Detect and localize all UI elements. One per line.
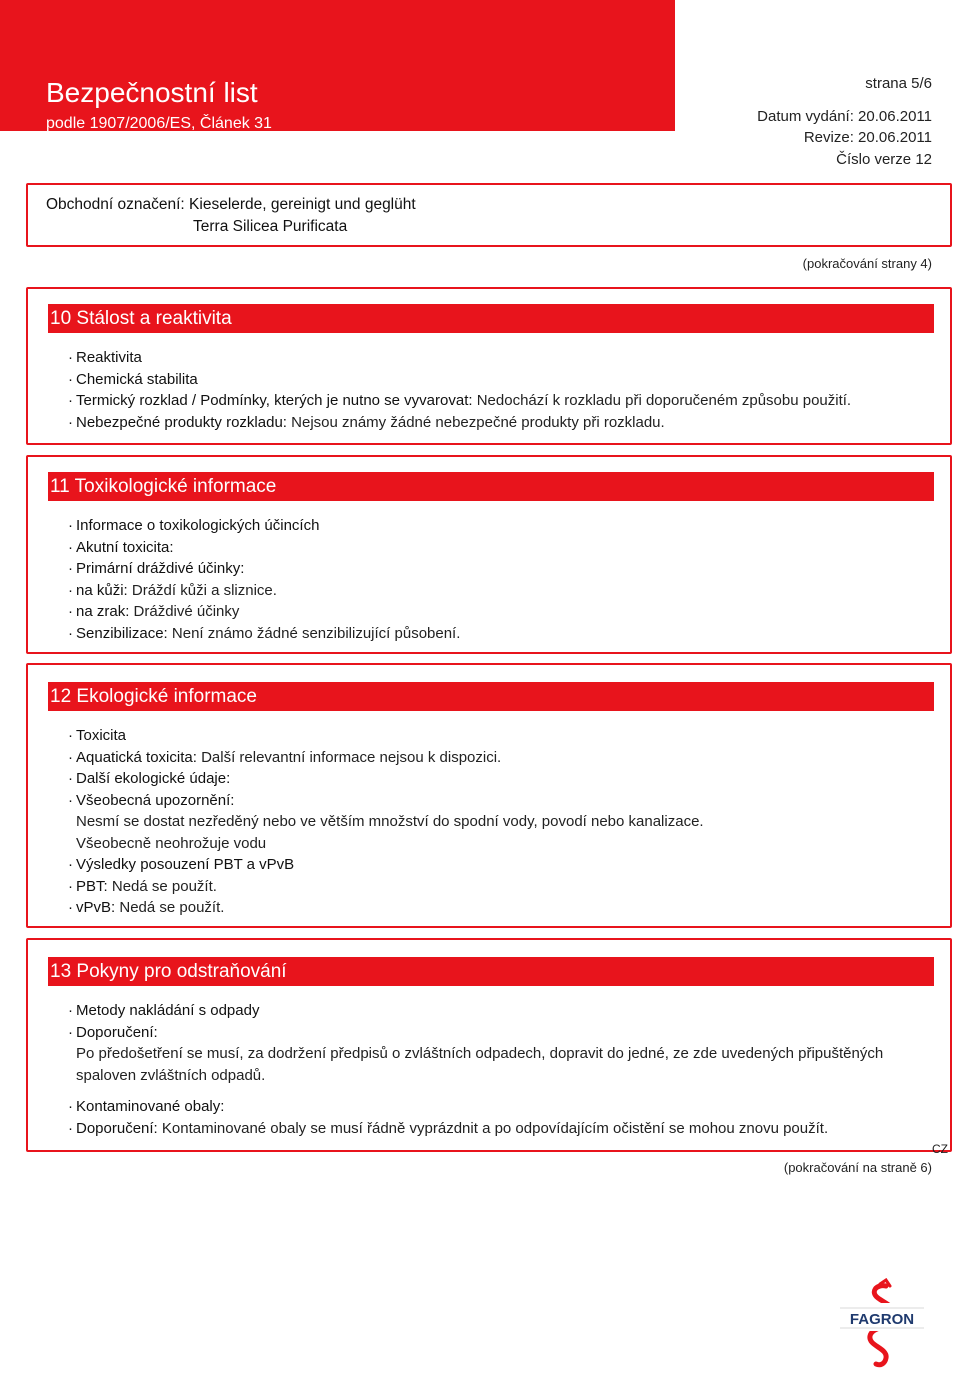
list-item: · PBT: Nedá se použít. [68,877,217,895]
list-item: · Nebezpečné produkty rozkladu: Nejsou známy žádné nebezpečné produkty při rozkladu. [68,413,665,431]
section-10 [26,287,952,445]
section-title: 11 Toxikologické informace [48,472,934,501]
version-number: Číslo verze 12 [836,151,932,168]
section-title: 10 Stálost a reaktivita [48,304,934,333]
list-item: · vPvB: Nedá se použít. [68,899,225,916]
section-12 [26,663,952,928]
list-item: · Reaktivita [68,349,142,366]
list-item: · Doporučení: Kontaminované obaly se musí řádně vyprázdnit a po odpovídajícím očistění se mohou znovu použít. [68,1119,829,1137]
list-item: · Kontaminované obaly: [68,1098,225,1115]
continued-to-note: (pokračování na straně 6) [783,1160,932,1175]
product-latin-name: Terra Silicea Purificata [193,218,348,235]
product-box [26,183,952,247]
header-band [0,0,675,131]
list-item: · Aquatická toxicita: Další relevantní informace nejsou k dispozici. [68,748,502,766]
page-number: strana 5/6 [865,75,932,92]
list-item: · Další ekologické údaje: [68,770,231,787]
document-title: Bezpečnostní list [46,77,258,108]
language-code: CZ [932,1142,948,1156]
list-item: · na kůži: Dráždí kůži a sliznice. [68,581,277,599]
list-item: · Senzibilizace: Není známo žádné senzibilizující působení. [68,624,461,642]
continued-from-note: (pokračování strany 4) [802,256,932,271]
list-item: · Toxicita [68,727,127,744]
section-title: 12 Ekologické informace [48,682,934,711]
section-11 [26,455,952,654]
logo-text: FAGRON [849,1311,915,1328]
list-item: · Termický rozklad / Podmínky, kterých je nutno se vyvarovat: Nedochází k rozkladu při doporučeném způsobu použití. [68,392,852,409]
list-item: · Výsledky posouzení PBT a vPvB [68,856,295,873]
section-13 [26,938,952,1152]
list-item: · Chemická stabilita [68,370,198,388]
list-item: · Metody nakládání s odpady [68,1002,260,1019]
paragraph: Nesmí se dostat nezředěný nebo ve větším množství do spodní vody, povodí nebo kanalizace. [76,813,704,830]
document-subtitle: podle 1907/2006/ES, Článek 31 [46,115,272,132]
paragraph: Všeobecně neohrožuje vodu [76,834,267,852]
paragraph: Po předošetření se musí, za dodržení předpisů o zvláštních odpadech, dopravit do jedné, ze zde uvedených připuštěných spaloven zvláštních odpadů. [76,1045,884,1084]
list-item: · Primární dráždivé účinky: [68,560,245,577]
list-item: · Všeobecná upozornění: [68,791,235,809]
issue-date: Datum vydání: 20.06.2011 [757,108,932,125]
revision-date: Revize: 20.06.2011 [803,129,932,146]
list-item: · na zrak: Dráždivé účinky [68,603,240,620]
list-item: · Doporučení: [68,1023,158,1041]
product-trade-name: Obchodní označení: Kieselerde, gereinigt und geglüht [46,196,416,213]
fagron-logo [836,1278,928,1370]
section-title: 13 Pokyny pro odstraňování [48,957,934,986]
list-item: · Informace o toxikologických účincích [68,517,320,534]
list-item: · Akutní toxicita: [68,538,174,556]
